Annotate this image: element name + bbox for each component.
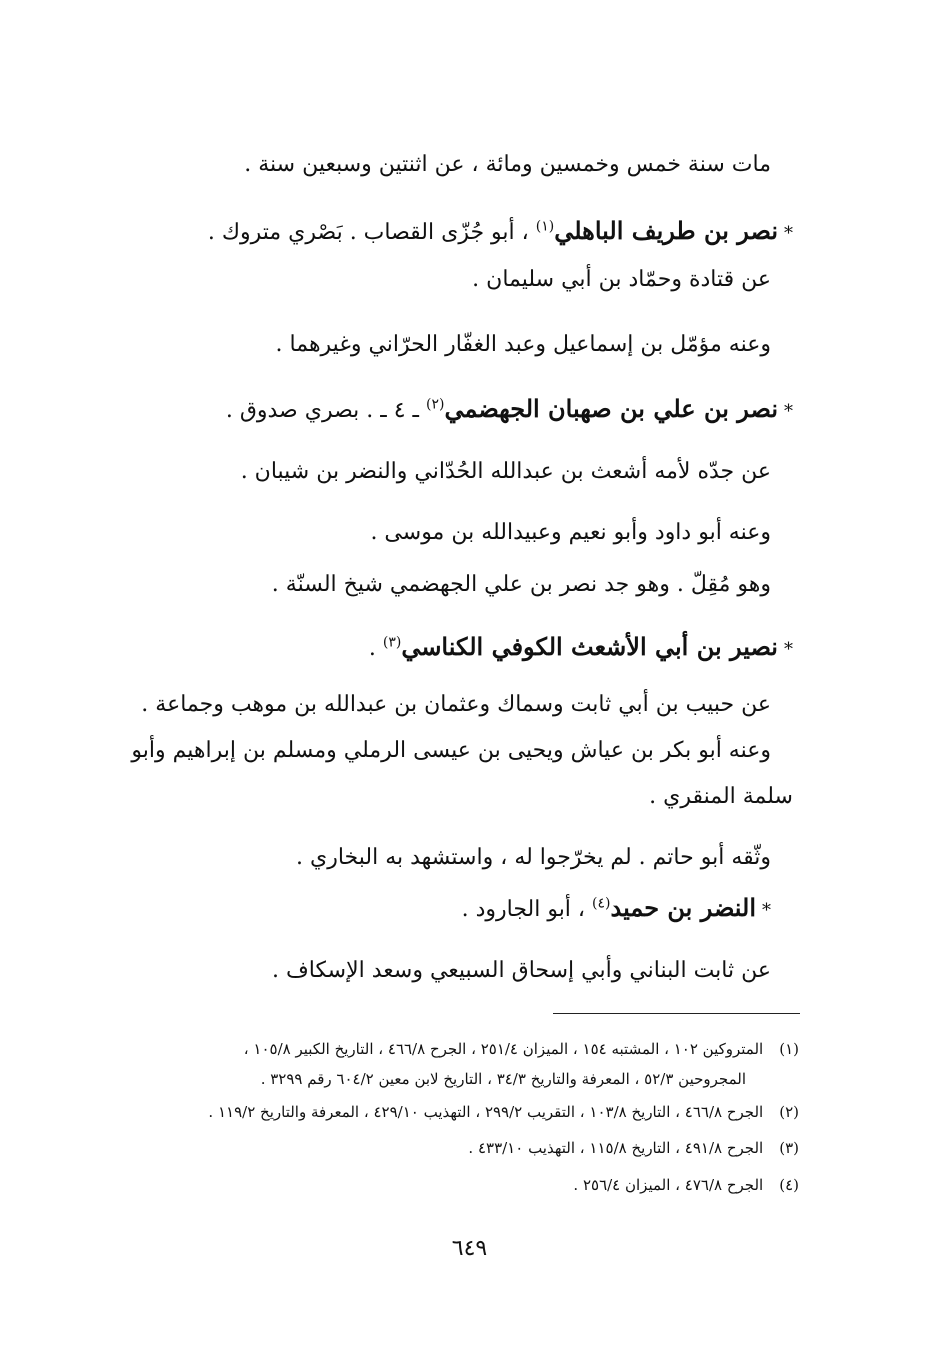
footnote-number: (١): [779, 1040, 799, 1058]
entry-rest: ـ ٤ ـ . بصري صدوق .: [225, 398, 419, 423]
footnote-separator: [553, 1013, 800, 1014]
text-line: [241, 457, 771, 487]
line-text: عن قتادة وحمّاد بن أبي سليمان .: [472, 267, 771, 292]
entry-star: *: [762, 900, 771, 921]
entry-name: نصير بن أبي الأشعث الكوفي الكناسي: [401, 632, 778, 661]
entry-name: النضر بن حميد: [610, 893, 756, 922]
entry-name: نصر بن طريف الباهلي: [554, 216, 778, 245]
entry-rest: .: [368, 636, 376, 661]
text-line: [296, 843, 771, 873]
footnote-continuation: [261, 1068, 746, 1090]
footnote: [573, 1174, 799, 1196]
footnote-text: الجرح ٤٦٦/٨ ، التاريخ ١٠٣/٨ ، التقريب ٢٩٩/٢ ، التهذيب ٤٢٩/١٠ ، المعرفة والتاريخ ١١٩/٢ .: [208, 1103, 764, 1121]
entry-star: *: [784, 223, 793, 244]
text-line: [141, 690, 771, 720]
entry-heading: [208, 216, 793, 249]
text-line: [272, 956, 771, 986]
footnote-text: المتروكين ١٠٢ ، المشتبه ١٥٤ ، الميزان ٢٥١/٤ ، الجرح ٤٦٦/٨ ، التاريخ الكبير ١٠٥/٨ ،: [243, 1040, 764, 1058]
footnote: [244, 1038, 799, 1060]
line-text: وعنه أبو بكر بن عياش ويحيى بن عيسى الرملي ومسلم بن إبراهيم وأبو: [131, 738, 771, 763]
line-text: عن حبيب بن أبي ثابت وسماك وعثمان بن عبدالله بن موهب وجماعة .: [141, 692, 771, 717]
text-line: [131, 736, 771, 766]
text-line: [649, 782, 793, 812]
footnote-ref: (١): [535, 218, 555, 235]
line-text: عن ثابت البناني وأبي إسحاق السبيعي وسعد الإسكاف .: [272, 958, 771, 983]
footnote-ref: (٢): [426, 396, 445, 413]
entry-heading: [226, 394, 793, 427]
text-line: [276, 330, 771, 360]
footnote-number: (٤): [779, 1176, 799, 1194]
line-text: مات سنة خمس وخمسين ومائة ، عن اثنتين وسبعين سنة .: [244, 152, 771, 177]
line-text: وعنه مؤمّل بن إسماعيل وعبد الغفّار الحرّاني وغيرهما .: [275, 332, 771, 357]
line-text: وعنه أبو داود وأبو نعيم وعبيدالله بن موسى .: [370, 520, 771, 545]
line-text: وثّقه أبو حاتم . لم يخرّجوا له ، واستشهد به البخاري .: [296, 845, 771, 870]
page-number: ٦٤٩: [451, 1236, 488, 1261]
entry-name: نصر بن علي بن صهبان الجهضمي: [444, 394, 778, 423]
entry-star: *: [784, 401, 793, 422]
entry-star: *: [784, 639, 793, 660]
footnote-number: (٢): [779, 1103, 799, 1121]
footnote: [468, 1137, 799, 1159]
entry-rest: ، أبو الجارود .: [461, 897, 586, 922]
text-line: [244, 150, 771, 180]
footnote: [208, 1101, 799, 1123]
entry-heading: [462, 893, 771, 926]
text-line: [272, 570, 771, 600]
footnote-ref: (٣): [382, 634, 402, 651]
footnote-text: الجرح ٤٧٦/٨ ، الميزان ٢٥٦/٤ .: [573, 1176, 764, 1194]
footnote-text: الجرح ٤٩١/٨ ، التاريخ ١١٥/٨ ، التهذيب ٤٣٣/١٠ .: [468, 1139, 764, 1157]
footnote-number: (٣): [779, 1139, 799, 1157]
text-line: [472, 265, 771, 295]
entry-rest: ، أبو جُزّى القصاب . بَصْري متروك .: [207, 220, 529, 245]
text-line: [370, 518, 771, 548]
line-text: عن جدّه لأمه أشعث بن عبدالله الحُدّاني والنضر بن شيبان .: [240, 459, 771, 484]
footnote-ref: (٤): [592, 895, 611, 912]
line-text: سلمة المنقري .: [649, 784, 793, 809]
line-text: وهو مُقِلّ . وهو جد نصر بن علي الجهضمي شيخ السنّة .: [271, 572, 771, 597]
footnote-text: المجروحين ٥٢/٣ ، المعرفة والتاريخ ٣٤/٣ ، التاريخ لابن معين ٦٠٤/٢ رقم ٣٢٩٩ .: [260, 1070, 746, 1088]
entry-heading: [369, 632, 793, 665]
